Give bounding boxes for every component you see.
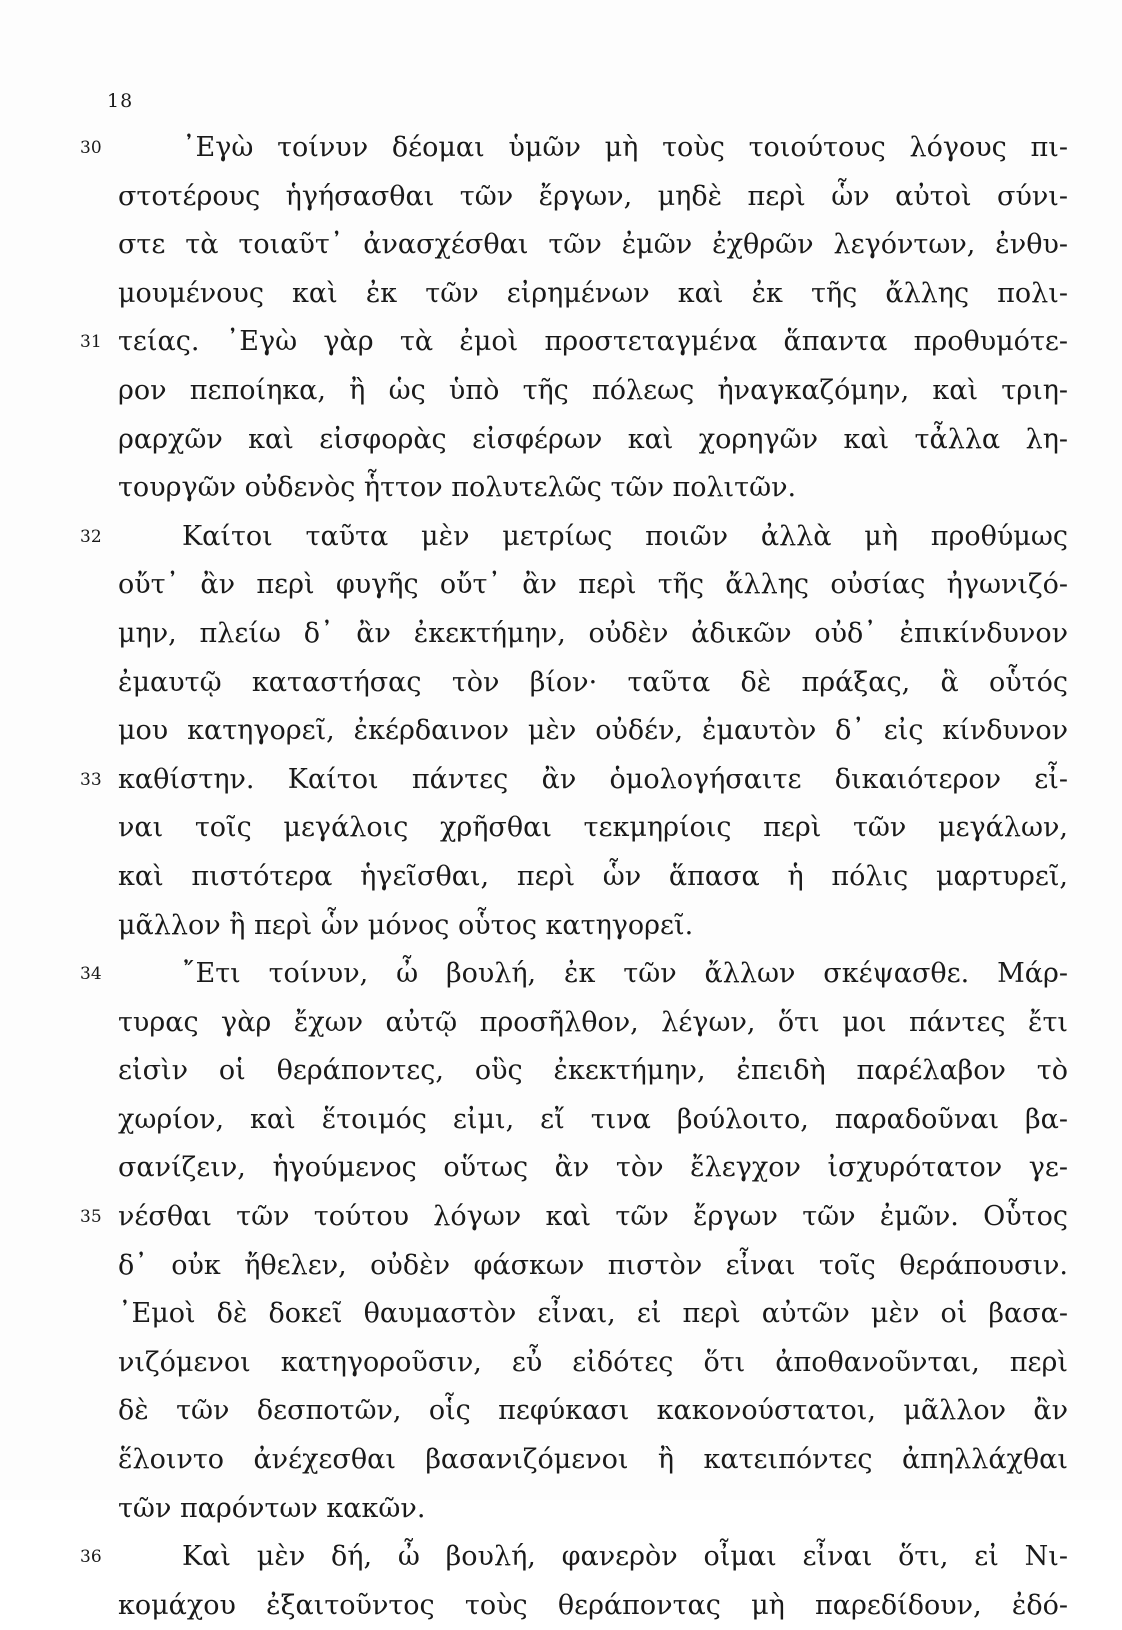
text-line <box>80 221 1070 270</box>
text-line <box>80 367 1070 416</box>
text-line <box>80 1290 1070 1339</box>
line-text: νέσθαι τῶν τούτου λόγων καὶ τῶν ἔργων τῶν ἐμῶν. Οὗτος <box>118 1201 1068 1233</box>
line-text: ᾿Εγὼ τοίνυν δέομαι ὑμῶν μὴ τοὺς τοιούτους λόγους πι- <box>182 132 1068 163</box>
text-line <box>80 1193 1070 1242</box>
line-text: ἐμαυτῷ καταστήσας τὸν βίον· ταῦτα δὲ πράξας, ἃ οὗτός <box>118 666 1068 698</box>
text-line <box>80 756 1070 805</box>
text-line <box>80 1485 1070 1534</box>
line-text: στοτέρους ἡγήσασθαι τῶν ἔργων, μηδὲ περὶ ὧν αὐτοὶ σύνι- <box>118 180 1068 212</box>
text-line <box>80 416 1070 465</box>
text-line <box>80 124 1070 173</box>
line-text: σανίζειν, ἡγούμενος οὕτως ἂν τὸν ἔλεγχον ἰσχυρότατον γε- <box>118 1152 1068 1184</box>
section-number: 35 <box>80 1207 102 1228</box>
text-line <box>80 561 1070 610</box>
line-text: μην, πλείω δ᾿ ἂν ἐκεκτήμην, οὐδὲν ἀδικῶν οὐδ᾿ ἐπικίνδυνον <box>118 617 1068 649</box>
line-text: ναι τοῖς μεγάλοις χρῆσθαι τεκμηρίοις περὶ τῶν μεγάλων, <box>118 812 1068 844</box>
text-line <box>80 1387 1070 1436</box>
text-line <box>80 513 1070 562</box>
line-text: μᾶλλον ἢ περὶ ὧν μόνος οὗτος κατηγορεῖ. <box>118 909 694 941</box>
line-text: Καίτοι ταῦτα μὲν μετρίως ποιῶν ἀλλὰ μὴ προθύμως <box>182 520 1068 552</box>
line-text: στε τὰ τοιαῦτ᾿ ἀνασχέσθαι τῶν ἐμῶν ἐχθρῶν λεγόντων, ἐνθυ- <box>118 229 1068 261</box>
line-text: χωρίον, καὶ ἕτοιμός εἰμι, εἴ τινα βούλοιτο, παραδοῦναι βα- <box>118 1103 1068 1135</box>
line-text: Καὶ μὲν δή, ὦ βουλή, φανερὸν οἶμαι εἶναι ὅτι, εἰ Νι- <box>182 1541 1068 1573</box>
line-text: ῎Ετι τοίνυν, ὦ βουλή, ἐκ τῶν ἄλλων σκέψασθε. Μάρ- <box>182 958 1068 990</box>
line-text: ᾿Εμοὶ δὲ δοκεῖ θαυμαστὸν εἶναι, εἰ περὶ αὐτῶν μὲν οἱ βασα- <box>118 1298 1068 1330</box>
section-number: 30 <box>80 138 102 158</box>
text-line <box>80 1582 1070 1630</box>
line-text: μου κατηγορεῖ, ἐκέρδαινον μὲν οὐδέν, ἐμαυτὸν δ᾿ εἰς κίνδυνον <box>118 715 1068 747</box>
line-text: τυρας γὰρ ἔχων αὐτῷ προσῆλθον, λέγων, ὅτι μοι πάντες ἔτι <box>118 1006 1068 1038</box>
text-line <box>80 1096 1070 1145</box>
line-text: ραρχῶν καὶ εἰσφορὰς εἰσφέρων καὶ χορηγῶν καὶ τἆλλα λη- <box>118 423 1068 455</box>
line-text: τουργῶν οὐδενὸς ἧττον πολυτελῶς τῶν πολιτῶν. <box>118 472 797 504</box>
text-line <box>80 1047 1070 1096</box>
text-line <box>80 173 1070 222</box>
line-text: τῶν παρόντων κακῶν. <box>118 1492 426 1524</box>
line-text: δ᾿ οὐκ ἤθελεν, οὐδὲν φάσκων πιστὸν εἶναι τοῖς θεράπουσιν. <box>118 1249 1068 1281</box>
line-text: κομάχου ἐξαιτοῦντος τοὺς θεράποντας μὴ παρεδίδουν, ἐδό- <box>118 1589 1068 1621</box>
text-line <box>80 270 1070 319</box>
text-line <box>80 1339 1070 1388</box>
section-number: 36 <box>80 1547 102 1568</box>
text-line <box>80 318 1070 367</box>
text-line <box>80 950 1070 999</box>
text-line <box>80 464 1070 513</box>
text-line <box>80 1436 1070 1485</box>
line-text: καὶ πιστότερα ἡγεῖσθαι, περὶ ὧν ἅπασα ἡ πόλις μαρτυρεῖ, <box>118 860 1068 892</box>
page-number: 18 <box>107 90 134 112</box>
line-text: ἕλοιντο ἀνέχεσθαι βασανιζόμενοι ἢ κατειπόντες ἀπηλλάχθαι <box>118 1444 1068 1476</box>
section-number: 31 <box>80 332 102 353</box>
text-block <box>80 124 1070 1630</box>
text-line <box>80 1144 1070 1193</box>
text-line <box>80 1533 1070 1582</box>
text-line <box>80 804 1070 853</box>
section-number: 33 <box>80 769 102 790</box>
line-text: οὔτ᾿ ἂν περὶ φυγῆς οὔτ᾿ ἂν περὶ τῆς ἄλλης οὐσίας ἠγωνιζό- <box>118 569 1068 601</box>
text-line <box>80 853 1070 902</box>
text-line <box>80 707 1070 756</box>
line-text: νιζόμενοι κατηγοροῦσιν, εὖ εἰδότες ὅτι ἀποθανοῦνται, περὶ <box>118 1346 1068 1378</box>
text-line <box>80 1242 1070 1291</box>
line-text: εἰσὶν οἱ θεράποντες, οὓς ἐκεκτήμην, ἐπειδὴ παρέλαβον τὸ <box>118 1055 1068 1087</box>
line-text: καθίστην. Καίτοι πάντες ἂν ὁμολογήσαιτε δικαιότερον εἶ- <box>118 763 1068 795</box>
text-line <box>80 999 1070 1048</box>
section-number: 34 <box>80 964 102 985</box>
line-text: ρον πεποίηκα, ἢ ὡς ὑπὸ τῆς πόλεως ἠναγκαζόμην, καὶ τριη- <box>118 374 1068 406</box>
line-text: δὲ τῶν δεσποτῶν, οἷς πεφύκασι κακονούστατοι, μᾶλλον ἂν <box>118 1395 1068 1427</box>
section-number: 32 <box>80 526 102 547</box>
line-text: τείας. ᾿Εγὼ γὰρ τὰ ἐμοὶ προστεταγμένα ἅπαντα προθυμότε- <box>118 326 1068 358</box>
text-line <box>80 902 1070 951</box>
text-line <box>80 610 1070 659</box>
text-line <box>80 659 1070 708</box>
line-text: μουμένους καὶ ἐκ τῶν εἰρημένων καὶ ἐκ τῆς ἄλλης πολι- <box>118 277 1068 309</box>
